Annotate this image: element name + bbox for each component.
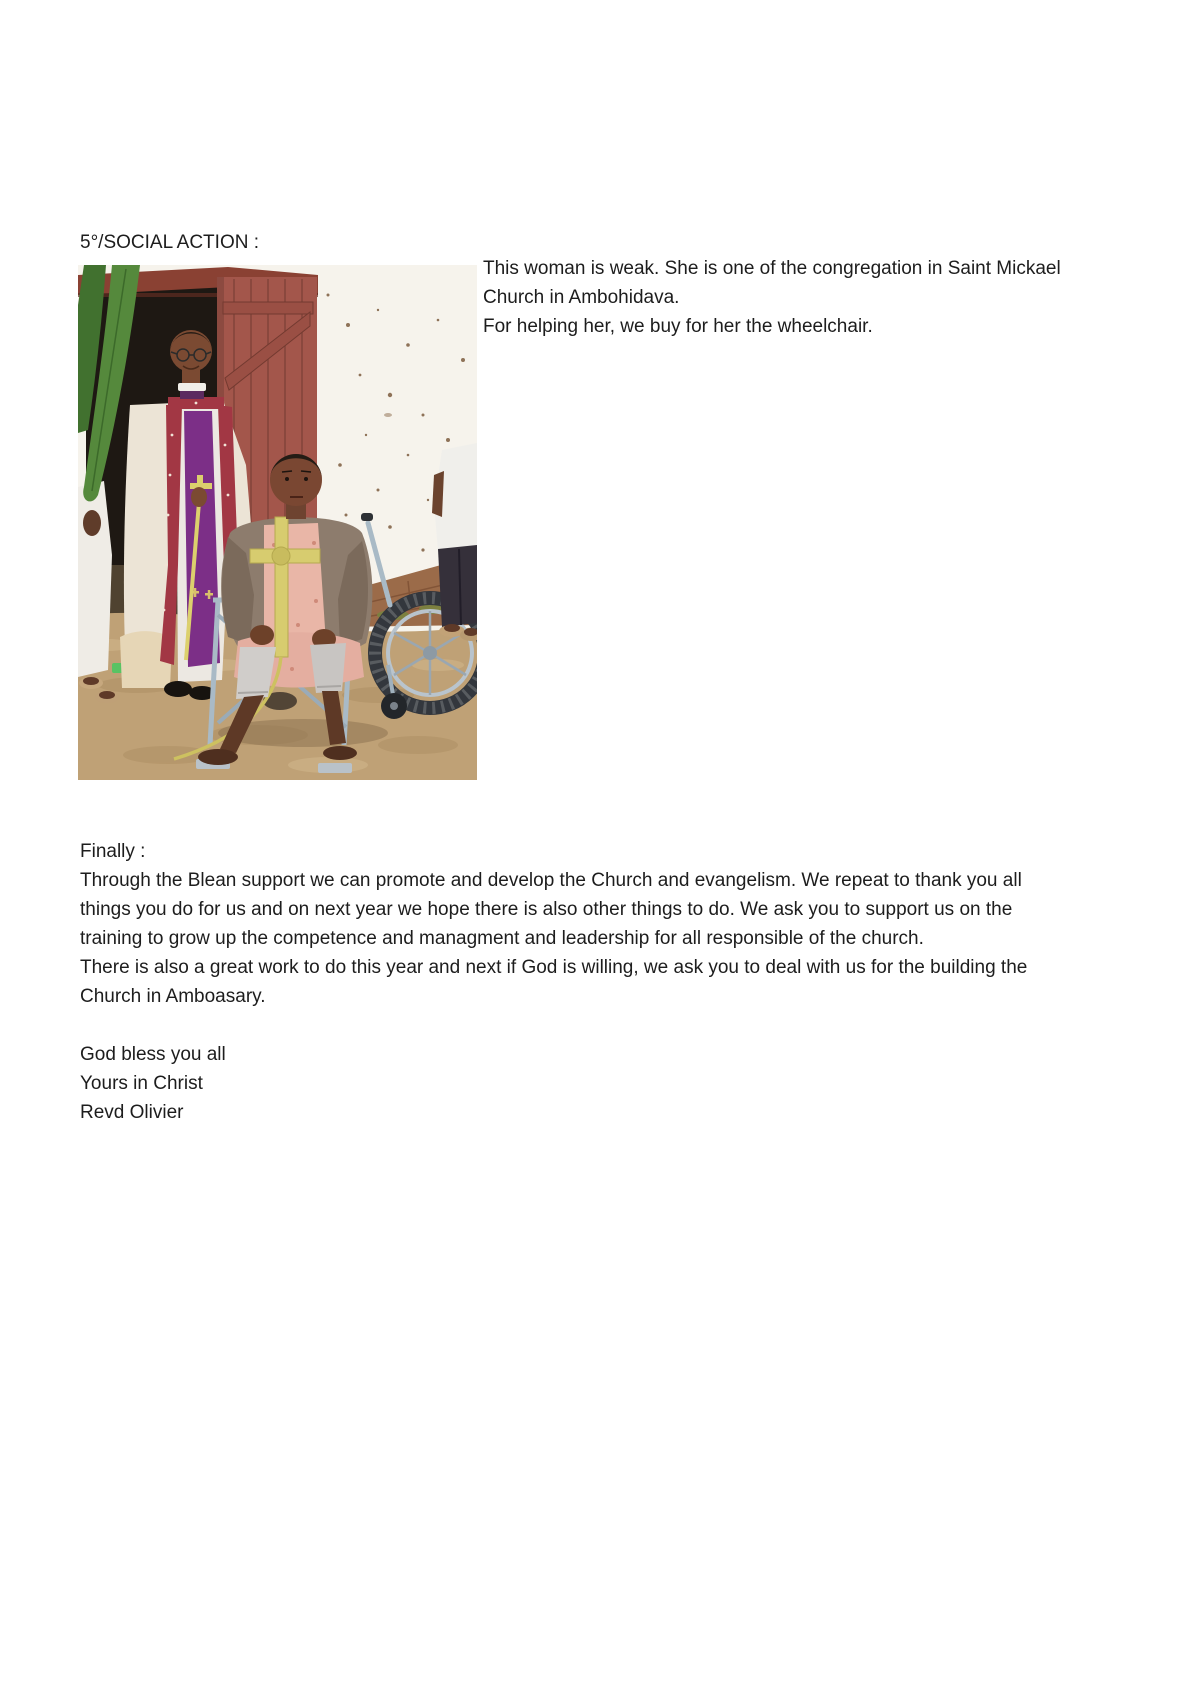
signature-block (80, 1040, 226, 1127)
caption-line: For helping her, we buy for her the wheelchair. (483, 316, 873, 337)
finally-line: There is also a great work to do this year and next if God is willing, we ask you to deal with us for the building the (80, 957, 1028, 978)
finally-line: Church in Amboasary. (80, 986, 266, 1007)
finally-line: training to grow up the competence and managment and leadership for all responsible of the church. (80, 928, 924, 949)
closing-line: Revd Olivier (80, 1102, 184, 1123)
closing-line: God bless you all (80, 1044, 226, 1065)
caption-line: This woman is weak. She is one of the congregation in Saint Mickael (483, 258, 1061, 279)
caption-line: Church in Ambohidava. (483, 287, 680, 308)
finally-line: things you do for us and on next year we hope there is also other things to do. We ask you to support us on the (80, 899, 1013, 920)
closing-line: Yours in Christ (80, 1073, 203, 1094)
social-action-photo (78, 265, 477, 780)
finally-paragraph (80, 837, 1027, 1011)
section-heading: 5°/SOCIAL ACTION : (80, 232, 259, 253)
finally-heading: Finally : (80, 841, 146, 862)
photo-caption (483, 254, 1061, 341)
finally-line: Through the Blean support we can promote and develop the Church and evangelism. We repeat to thank you all (80, 870, 1022, 891)
